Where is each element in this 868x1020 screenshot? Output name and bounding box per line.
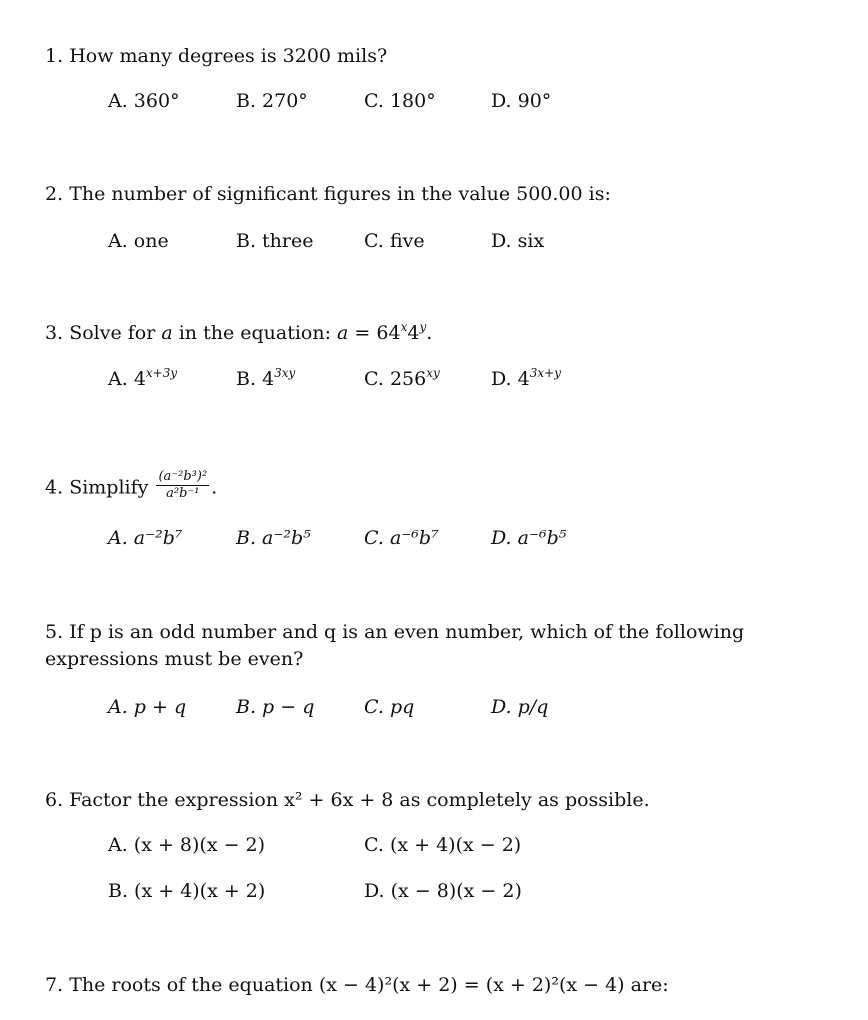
question-text: Factor the expression x² + 6x + 8 as completely as possible. <box>69 789 650 811</box>
option-a[interactable]: A. one <box>108 230 169 252</box>
option-d[interactable]: D. a⁻⁶b⁵ <box>491 527 567 549</box>
option-b[interactable]: B. (x + 4)(x + 2) <box>108 880 266 902</box>
option-c[interactable]: C. (x + 4)(x − 2) <box>364 834 522 856</box>
option-a[interactable]: A. p + q <box>108 696 187 718</box>
question-4: 4. Simplify $\frac{\text{(a⁻²b³)²}}{\text{a²b⁻¹}}$ . <box>45 469 218 501</box>
option-a[interactable]: A. (x + 8)(x − 2) <box>108 834 266 856</box>
question-7 <box>45 972 669 999</box>
question-3 <box>45 320 432 347</box>
question-1 <box>45 43 387 70</box>
question-number: 6. <box>45 789 64 811</box>
question-text: The roots of the equation (x − 4)²(x + 2) = (x + 2)²(x − 4) are: <box>69 974 669 996</box>
question-number: 4. <box>45 476 64 499</box>
question-5 <box>45 619 744 673</box>
option-d[interactable]: D. p/q <box>491 696 549 718</box>
option-c[interactable]: C. pq <box>364 696 415 718</box>
option-c[interactable]: C. five <box>364 230 425 252</box>
question-number: 7. <box>45 974 64 996</box>
question-mid: in the equation: <box>178 322 331 344</box>
option-a[interactable]: A. 360° <box>108 90 180 112</box>
fraction <box>156 469 209 502</box>
option-d[interactable]: D. 90° <box>491 90 552 112</box>
option-c[interactable]: C. 180° <box>364 90 436 112</box>
option-c[interactable]: C. $256^{xy}$ <box>364 365 440 390</box>
option-d[interactable]: D. six <box>491 230 545 252</box>
question-text: The number of significant figures in the value 500.00 is: <box>69 183 611 205</box>
option-b[interactable]: B. three <box>236 230 314 252</box>
question-2 <box>45 181 611 208</box>
option-a[interactable]: A. a⁻²b⁷ <box>108 527 183 549</box>
variable: a <box>161 322 173 344</box>
option-d[interactable]: D. (x − 8)(x − 2) <box>364 880 522 902</box>
fraction-denominator: a²b⁻¹ <box>166 486 200 501</box>
option-d[interactable]: D. $4^{3x+y}$ <box>491 365 561 390</box>
question-number: 1. <box>45 45 64 67</box>
question-text-line-2: expressions must be even? <box>45 648 304 670</box>
option-a[interactable]: A. $4^{x+3y}$ <box>108 365 178 390</box>
question-6 <box>45 787 650 814</box>
question-number: 5. <box>45 621 64 643</box>
fraction-numerator: (a⁻²b³)² <box>158 469 208 484</box>
question-prefix: Solve for <box>69 322 156 344</box>
question-text: How many degrees is 3200 mils? <box>69 45 388 67</box>
question-text-line-1: If p is an odd number and q is an even number, which of the following <box>69 621 745 643</box>
option-c[interactable]: C. a⁻⁶b⁷ <box>364 527 439 549</box>
question-number: 2. <box>45 183 64 205</box>
equation: $a = 64^x4^y$. <box>337 319 433 344</box>
question-prefix: Simplify <box>69 476 149 499</box>
option-b[interactable]: B. p − q <box>236 696 315 718</box>
option-b[interactable]: B. 270° <box>236 90 308 112</box>
question-number: 3. <box>45 322 64 344</box>
option-b[interactable]: B. $4^{3xy}$ <box>236 365 296 390</box>
option-b[interactable]: B. a⁻²b⁵ <box>236 527 311 549</box>
